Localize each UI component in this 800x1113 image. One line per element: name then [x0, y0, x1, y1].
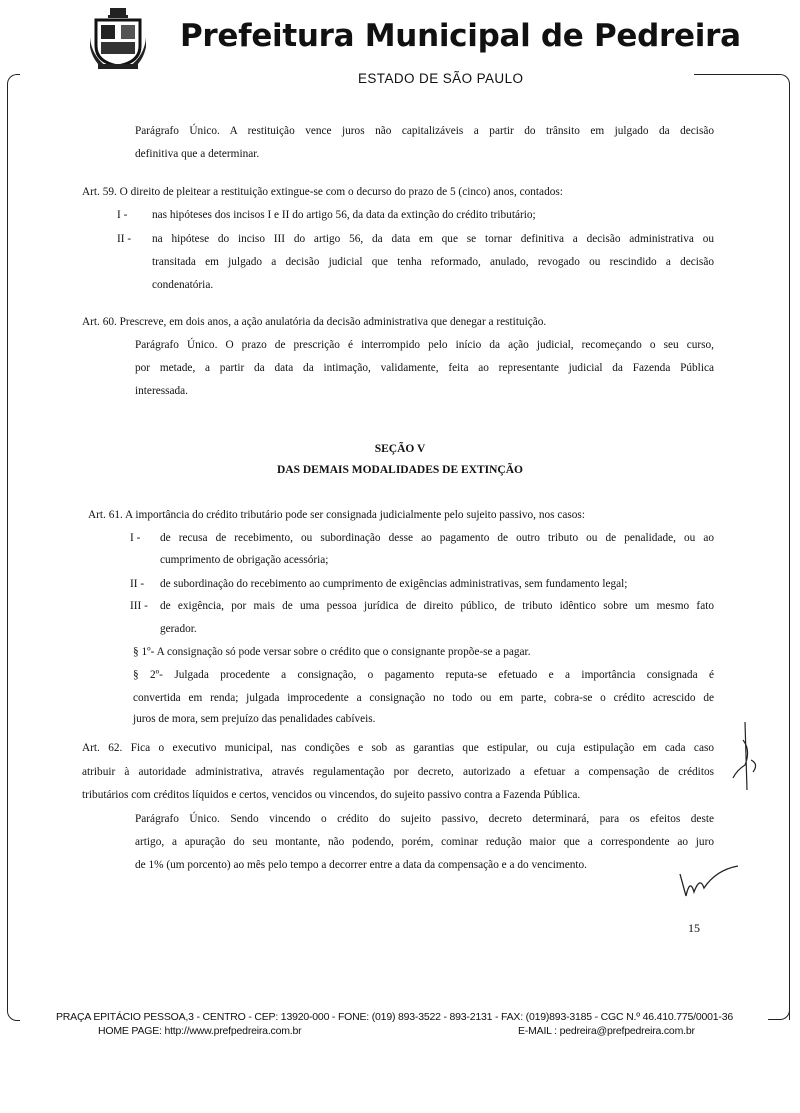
paragraph-1: § 1º- A consignação só pode versar sobre o crédito que o consignante propõe-se a pagar.: [133, 646, 531, 658]
paragraph-2-line: § 2º- Julgada procedente a consignação, o pagamento reputa-se efetuado e a importância consignada é: [133, 669, 714, 681]
item-line: gerador.: [160, 623, 197, 635]
article-62-line: Art. 62. Fica o executivo municipal, nas condições e sob as garantias que estipular, ou cuja estipulação em cada caso: [82, 742, 714, 754]
item-line: na hipótese do inciso III do artigo 56, da data em que se tornar definitiva a decisão administrativa ou: [152, 233, 714, 245]
page-frame-left: [7, 74, 20, 1021]
item-number: II -: [117, 233, 132, 245]
header-rule: [694, 74, 704, 76]
article-62-line: atribuir à autoridade administrativa, através regulamentação por decreto, autorizado a efetuar a compensação de créditos: [82, 766, 714, 778]
footer-address: PRAÇA EPITÁCIO PESSOA,3 - CENTRO - CEP: 13920-000 - FONE: (019) 893-3522 - 893-2131 - FAX: (019)893-3185 - CGC N.º 46.410.775/0001-36: [56, 1011, 733, 1023]
paragraph-line: interessada.: [135, 385, 189, 397]
paragraph-line: de 1% (um porcento) ao mês pelo tempo a decorrer entre a data da compensação e a do vencimento.: [135, 859, 587, 871]
article-62-line: tributários com créditos líquidos e certos, vencidos ou vincendos, do sujeito passivo contra a Fazenda Pública.: [82, 789, 581, 801]
handwritten-initials-margin: [715, 720, 765, 805]
item-line: de exigência, por mais de uma pessoa jurídica de direito público, de tributo idêntico sobre um mesmo fato: [160, 600, 714, 612]
item-line: cumprimento de obrigação acessória;: [160, 554, 329, 566]
section-title: DAS DEMAIS MODALIDADES DE EXTINÇÃO: [276, 464, 523, 476]
article-61-heading: Art. 61. A importância do crédito tributário pode ser consignada judicialmente pelo sujeito passivo, nos casos:: [88, 509, 585, 521]
paragraph-line: Parágrafo Único. Sendo vincendo o crédito do sujeito passivo, decreto determinará, para os efeitos deste: [135, 813, 714, 825]
footer-home-page[interactable]: HOME PAGE: http://www.prefpedreira.com.br: [98, 1025, 302, 1037]
header-title: Prefeitura Municipal de Pedreira: [180, 18, 741, 54]
article-60-heading: Art. 60. Prescreve, em dois anos, a ação anulatória da decisão administrativa que denegar a restituição.: [82, 316, 547, 328]
item-line: transitada em julgado a decisão judicial que tenha reformado, anulado, revogado ou rescindido a decisão: [152, 256, 714, 268]
handwritten-signature: [676, 862, 746, 907]
paragraph-line: por metade, a partir da data da intimação, validamente, feita ao representante judicial da Fazenda Pública: [135, 362, 714, 374]
page-number: 15: [688, 921, 700, 935]
paragraph-line: Parágrafo Único. A restituição vence juros não capitalizáveis a partir do trânsito em julgado da decisão: [135, 125, 714, 137]
footer-email[interactable]: E-MAIL : pedreira@prefpedreira.com.br: [518, 1025, 695, 1037]
item-line: de recusa de recebimento, ou subordinação desse ao pagamento de outro tributo ou de penalidade, ou ao: [160, 532, 714, 544]
header-subtitle: ESTADO DE SÃO PAULO: [358, 71, 524, 86]
paragraph-line: artigo, a apuração do seu montante, não podendo, porém, cominar redução maior que a correspondente ao juro: [135, 836, 714, 848]
paragraph-line: Parágrafo Único. O prazo de prescrição é interrompido pelo início da ação judicial, recomeçando o seu curso,: [135, 339, 714, 351]
item-number: III -: [130, 600, 148, 612]
item-line: condenatória.: [152, 279, 214, 291]
section-label: SEÇÃO V: [374, 443, 426, 455]
paragraph-2-line: convertida em renda; julgada improcedente a consignação no todo ou em parte, cobra-se o crédito acrescido de: [133, 692, 714, 704]
coat-of-arms-logo: [90, 8, 146, 70]
item-line: de subordinação do recebimento ao cumprimento de exigências administrativas, sem fundamento legal;: [160, 578, 628, 590]
article-59-heading: Art. 59. O direito de pleitear a restituição extingue-se com o decurso do prazo de 5 (cinco) anos, contados:: [82, 186, 563, 198]
item-number: II -: [130, 578, 145, 590]
paragraph-line: definitiva que a determinar.: [135, 148, 260, 160]
page-frame-left-top: [7, 74, 37, 75]
item-line: nas hipóteses dos incisos I e II do artigo 56, da data da extinção do crédito tributário;: [152, 209, 536, 221]
item-number: I -: [117, 209, 128, 221]
item-number: I -: [130, 532, 141, 544]
paragraph-2-line: juros de mora, sem prejuízo das penalidades cabíveis.: [133, 713, 376, 725]
page-frame-right-bottom: [768, 1000, 790, 1020]
